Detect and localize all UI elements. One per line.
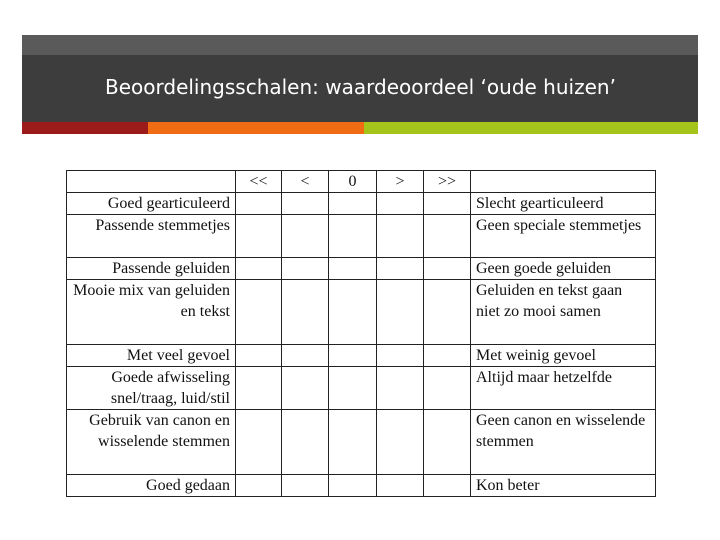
rating-cell[interactable] [377,280,424,345]
rating-cell[interactable] [282,345,329,367]
rating-cell[interactable] [236,475,282,497]
rating-cell[interactable] [329,280,377,345]
header-empty-right [471,171,656,193]
rating-cell[interactable] [377,410,424,475]
rating-cell[interactable] [329,345,377,367]
negative-label: Geluiden en tekst gaan niet zo mooi samen [471,280,656,345]
rating-cell[interactable] [424,193,471,215]
rating-cell[interactable] [377,367,424,410]
rating-cell[interactable] [236,258,282,280]
rating-cell[interactable] [377,475,424,497]
scale-row [67,410,656,475]
scale-header: > [377,171,424,193]
negative-label: Altijd maar hetzelfde [471,367,656,410]
positive-label: Mooie mix van geluiden en tekst [67,280,236,345]
scale-row [67,280,656,345]
scale-header: << [236,171,282,193]
rating-cell[interactable] [282,193,329,215]
positive-label: Passende geluiden [67,258,236,280]
title-bar [22,35,698,122]
rating-cell[interactable] [424,367,471,410]
rating-cell[interactable] [424,475,471,497]
header-empty-left [67,171,236,193]
rating-cell[interactable] [236,280,282,345]
scale-row [67,345,656,367]
rating-cell[interactable] [377,193,424,215]
positive-label: Met veel gevoel [67,345,236,367]
rating-cell[interactable] [424,215,471,258]
rating-scale-table [66,170,656,497]
scale-row [67,475,656,497]
rating-cell[interactable] [236,345,282,367]
rating-cell[interactable] [329,215,377,258]
positive-label: Goed gedaan [67,475,236,497]
rating-cell[interactable] [424,345,471,367]
scale-header: >> [424,171,471,193]
rating-cell[interactable] [236,193,282,215]
negative-label: Kon beter [471,475,656,497]
rating-cell[interactable] [282,258,329,280]
rating-cell[interactable] [282,410,329,475]
accent-bar-red [22,122,148,134]
rating-cell[interactable] [236,215,282,258]
scale-row [67,215,656,258]
accent-bar-green [364,122,698,134]
scale-row [67,367,656,410]
rating-cell[interactable] [282,475,329,497]
negative-label: Geen goede geluiden [471,258,656,280]
rating-cell[interactable] [424,410,471,475]
rating-cell[interactable] [424,258,471,280]
rating-cell[interactable] [329,258,377,280]
positive-label: Passende stemmetjes [67,215,236,258]
rating-cell[interactable] [329,367,377,410]
scale-header: < [282,171,329,193]
slide-title: Beoordelingsschalen: waardeoordeel ‘oude huizen’ [105,75,616,99]
rating-cell[interactable] [282,367,329,410]
title-top-strip [22,35,698,55]
negative-label: Met weinig gevoel [471,345,656,367]
positive-label: Goed gearticuleerd [67,193,236,215]
rating-cell[interactable] [377,258,424,280]
accent-bar-orange [148,122,364,134]
rating-cell[interactable] [282,280,329,345]
scale-row [67,258,656,280]
scale-row [67,193,656,215]
negative-label: Geen speciale stemmetjes [471,215,656,258]
rating-cell[interactable] [329,475,377,497]
rating-cell[interactable] [236,410,282,475]
negative-label: Slecht gearticuleerd [471,193,656,215]
rating-cell[interactable] [282,215,329,258]
positive-label: Gebruik van canon en wisselende stemmen [67,410,236,475]
negative-label: Geen canon en wisselende stemmen [471,410,656,475]
scale-header-row [67,171,656,193]
rating-cell[interactable] [236,367,282,410]
rating-cell[interactable] [424,280,471,345]
rating-cell[interactable] [377,215,424,258]
rating-cell[interactable] [329,410,377,475]
rating-cell[interactable] [329,193,377,215]
rating-cell[interactable] [377,345,424,367]
positive-label: Goede afwisseling snel/traag, luid/stil [67,367,236,410]
scale-header: 0 [329,171,377,193]
